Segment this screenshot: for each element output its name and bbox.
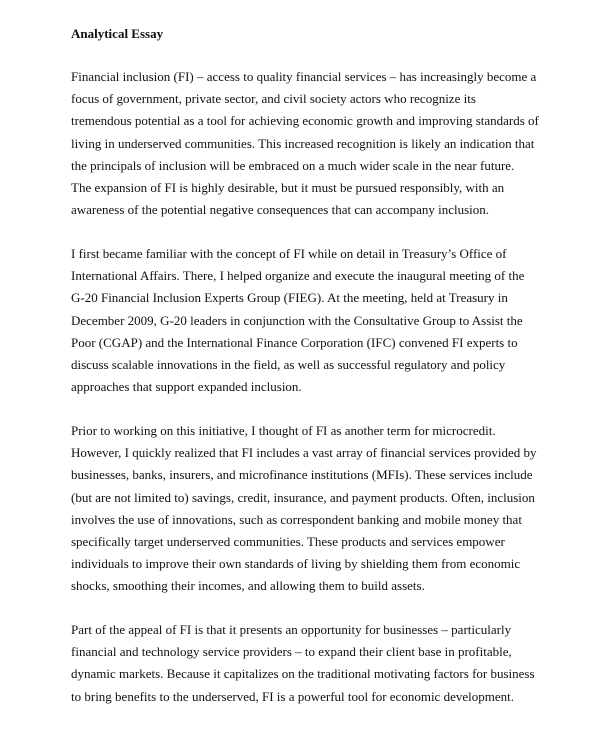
paragraph-line: Prior to working on this initiative, I thought of FI as another term for microcredit. xyxy=(71,423,496,438)
paragraph-line: involves the use of innovations, such as correspondent banking and mobile money that xyxy=(71,511,522,527)
paragraph-line: Part of the appeal of FI is that it presents an opportunity for businesses – particularly xyxy=(71,622,512,637)
paragraph-line: International Affairs. There, I helped organize and execute the inaugural meeting of the xyxy=(71,268,525,284)
paragraph-line: tremendous potential as a tool for achieving economic growth and improving standards of xyxy=(71,113,539,129)
paragraph-line: Poor (CGAP) and the International Finance Corporation (IFC) convened FI experts to xyxy=(71,334,518,350)
paragraph-line: businesses, banks, insurers, and microfinance institutions (MFIs). These services include xyxy=(71,467,533,483)
paragraph-line: shocks, smoothing their incomes, and allowing them to build assets. xyxy=(71,578,425,594)
paragraph-line: The expansion of FI is highly desirable, but it must be pursued responsibly, with an xyxy=(71,180,505,196)
paragraph-line: (but are not limited to) savings, credit, insurance, and payment products. Often, inclusion xyxy=(71,489,535,505)
paragraph-line: living in underserved communities. This increased recognition is likely an indication that xyxy=(71,135,535,151)
paragraph-line: financial and technology service providers – to expand their client base in profitable, xyxy=(71,644,512,660)
paragraph-4 xyxy=(71,619,541,708)
paragraph-line: dynamic markets. Because it capitalizes on the traditional motivating factors for business xyxy=(71,666,535,682)
paragraph-line: discuss scalable innovations in the field, as well as successful regulatory and policy xyxy=(71,357,506,373)
paragraph-line: G-20 Financial Inclusion Experts Group (FIEG). At the meeting, held at Treasury in xyxy=(71,290,508,306)
paragraph-line: the principals of inclusion will be embraced on a much wider scale in the near future. xyxy=(71,157,515,173)
paragraph-2 xyxy=(71,243,541,398)
paragraph-line: specifically target underserved communities. These products and services empower xyxy=(71,534,505,550)
paragraph-line: awareness of the potential negative consequences that can accompany inclusion. xyxy=(71,202,490,218)
paragraph-line: Financial inclusion (FI) – access to quality financial services – has increasingly become a xyxy=(71,69,537,84)
paragraph-line: to bring benefits to the underserved, FI is a powerful tool for economic development. xyxy=(71,688,514,704)
paragraph-line: individuals to improve their own standards of living by shielding them from economic xyxy=(71,556,521,572)
paragraph-line: December 2009, G-20 leaders in conjunction with the Consultative Group to Assist the xyxy=(71,312,523,328)
document-title: Analytical Essay xyxy=(71,26,164,41)
paragraph-line: I first became familiar with the concept of FI while on detail in Treasury’s Office of xyxy=(71,246,507,261)
paragraph-line: However, I quickly realized that FI includes a vast array of financial services provided by xyxy=(71,445,537,461)
paragraph-3 xyxy=(71,420,541,598)
paragraph-1 xyxy=(71,66,541,221)
paragraph-line: focus of government, private sector, and civil society actors who recognize its xyxy=(71,91,476,107)
paragraph-line: approaches that support expanded inclusion. xyxy=(71,379,302,395)
